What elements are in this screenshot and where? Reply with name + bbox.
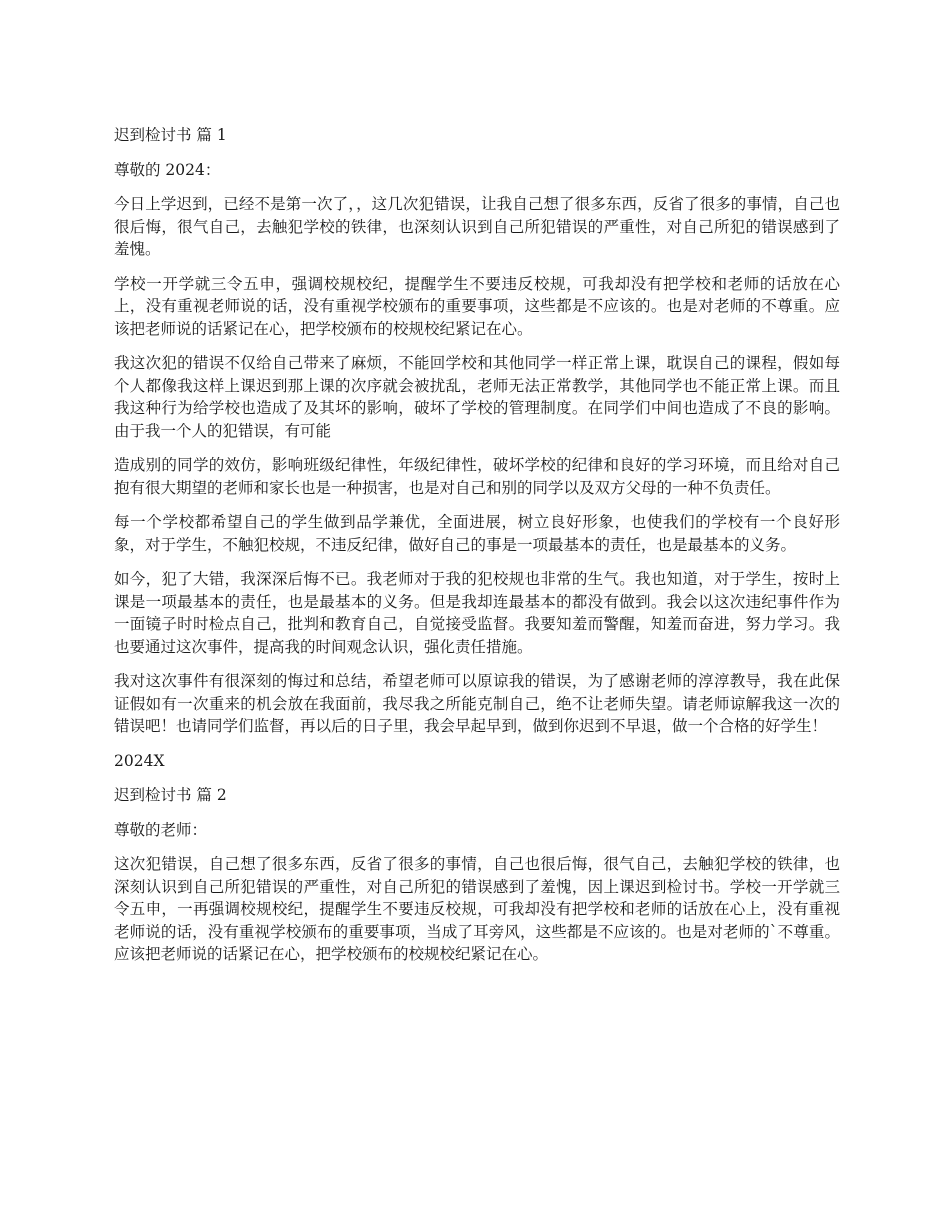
section-1-paragraph-6: 如今，犯了大错，我深深后悔不已。我老师对于我的犯校规也非常的生气。我也知道，对于学生，按时上课是一项最基本的责任，也是最基本的义务。但是我却连最基本的都没有做到。我会以这次违纪事件作为一面镜子时时检点自己，批判和教育自己，自觉接受监督。我要知羞而警醒，知羞而奋进，努力学习。我也要通过这次事件，提高我的时间观念认识，强化责任措施。 <box>114 570 840 656</box>
section-2-paragraph-1: 这次犯错误，自己想了很多东西，反省了很多的事情，自己也很后悔，很气自己，去触犯学校的铁律，也深刻认识到自己所犯错误的严重性，对自己所犯的错误感到了羞愧，因上课迟到检讨书。学校一开学就三令五申，一再强调校规校纪，提醒学生不要违反校规，可我却没有把学校和老师的话放在心上，没有重视老师说的话，没有重视学校颁布的重要事项，当成了耳旁风，这些都是不应该的。也是对老师的`不尊重。应该把老师说的话紧记在心，把学校颁布的校规校纪紧记在心。 <box>114 855 840 963</box>
section-2-title: 迟到检讨书 篇 2 <box>114 786 227 804</box>
section-1-paragraph-7: 我对这次事件有很深刻的悔过和总结，希望老师可以原谅我的错误，为了感谢老师的淳淳教导，我在此保证假如有一次重来的机会放在我面前，我尽我之所能克制自己，绝不让老师失望。请老师谅解我这一次的错误吧！也请同学们监督，再以后的日子里，我会早起早到，做到你迟到不早退，做一个合格的好学生！ <box>114 672 840 735</box>
section-1-paragraph-4: 造成别的同学的效仿，影响班级纪律性，年级纪律性，破坏学校的纪律和良好的学习环境，而且给对自己抱有很大期望的老师和家长也是一种损害，也是对自己和别的同学以及双方父母的一种不负责任。 <box>114 456 840 497</box>
section-1-paragraph-5: 每一个学校都希望自己的学生做到品学兼优，全面进展，树立良好形象，也使我们的学校有一个良好形象，对于学生，不触犯校规，不违反纪律，做好自己的事是一项最基本的责任，也是最基本的义务。 <box>114 513 840 554</box>
section-1-paragraph-3: 我这次犯的错误不仅给自己带来了麻烦，不能回学校和其他同学一样正常上课，耽误自己的课程，假如每个人都像我这样上课迟到那上课的次序就会被扰乱，老师无法正常教学，其他同学也不能正常上课。而且我这种行为给学校也造成了及其坏的影响，破坏了学校的管理制度。在同学们中间也造成了不良的影响。由于我一个人的犯错误，有可能 <box>114 354 840 440</box>
section-1-title: 迟到检讨书 篇 1 <box>114 126 227 144</box>
section-1-signature: 2024X <box>114 751 165 770</box>
section-1-paragraph-2: 学校一开学就三令五申，强调校规校纪，提醒学生不要违反校规，可我却没有把学校和老师的话放在心上，没有重视老师说的话，没有重视学校颁布的重要事项，这些都是不应该的。也是对老师的不尊重。应该把老师说的话紧记在心，把学校颁布的校规校纪紧记在心。 <box>114 274 840 338</box>
section-2-salutation: 尊敬的老师： <box>114 820 208 839</box>
document-page <box>114 124 840 978</box>
section-1-paragraph-1: 今日上学迟到，已经不是第一次了，，这几次犯错误，让我自己想了很多东西，反省了很多的事情，自己也很后悔，很气自己，去触犯学校的铁律，也深刻认识到自己所犯错误的严重性，对自己所犯的错误感到了羞愧。 <box>114 195 840 258</box>
section-1-salutation: 尊敬的 2024： <box>114 160 221 179</box>
